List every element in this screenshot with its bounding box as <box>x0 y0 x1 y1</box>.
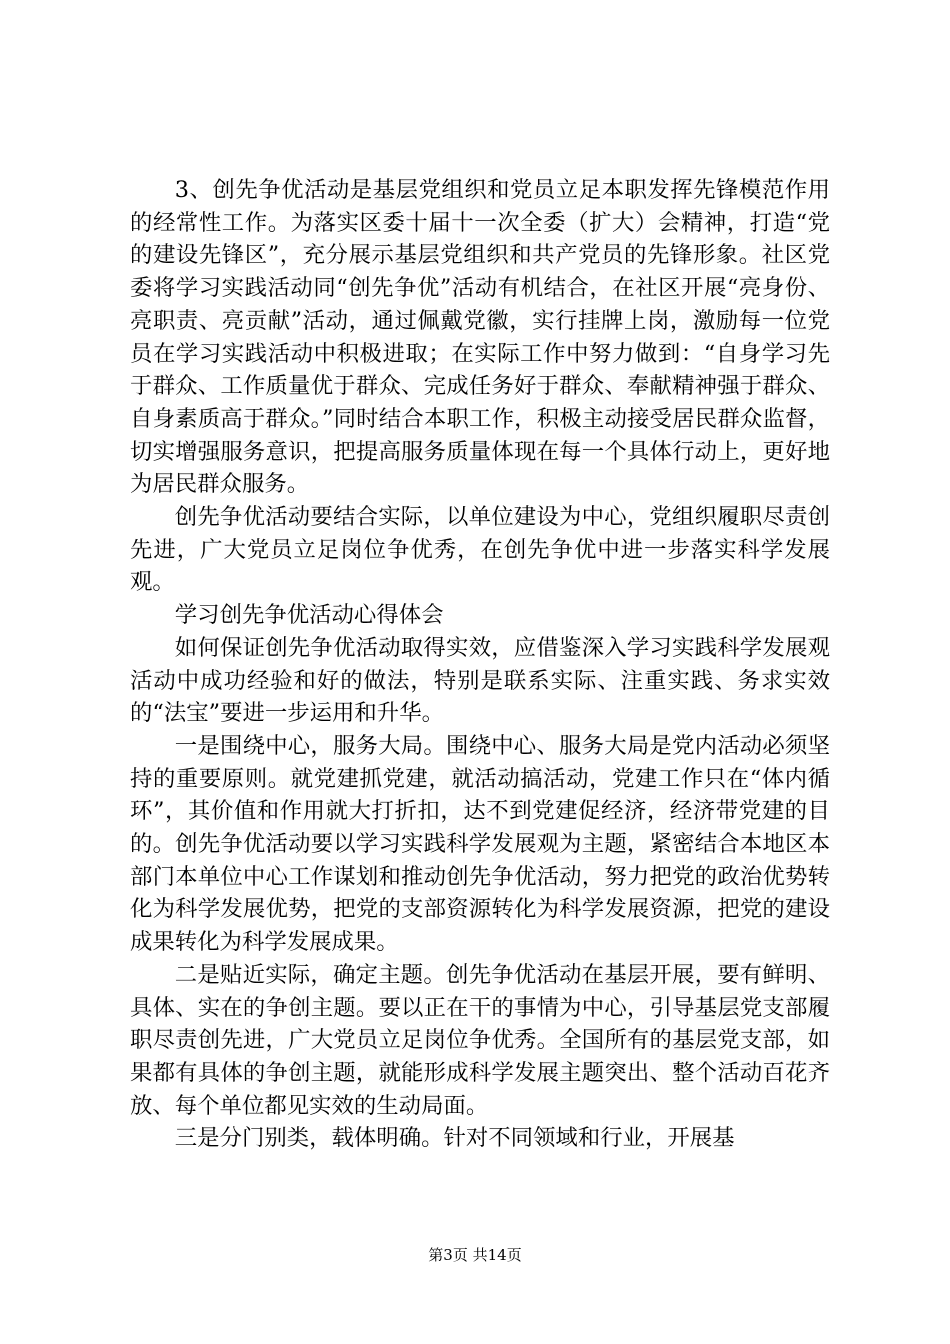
page-footer <box>0 1245 950 1265</box>
page-number: 第3页 共14页 <box>428 1246 522 1264</box>
section-heading: 学习创先争优活动心得体会 <box>174 602 444 629</box>
document-body <box>130 174 830 1155</box>
paragraph-point-two: 二是贴近实际，确定主题。创先争优活动在基层开展，要有鲜明、具体、实在的争创主题。要以正在干的事情为中心，引导基层党支部履职尽责创先进，广大党员立足岗位争优秀。全国所有的基层党支部，如果都有具体的争创主题，就能形成科学发展主题突出、整个活动百花齐放、每个单位都见实效的生动局面。 <box>130 961 830 1119</box>
paragraph-point-one: 一是围绕中心，服务大局。围绕中心、服务大局是党内活动必须坚持的重要原则。就党建抓党建，就活动搞活动，党建工作只在“体内循环”，其价值和作用就大打折扣，达不到党建促经济，经济带党建的目的。创先争优活动要以学习实践科学发展观为主题，紧密结合本地区本部门本单位中心工作谋划和推动创先争优活动，努力把党的政治优势转化为科学发展优势，把党的支部资源转化为科学发展资源，把党的建设成果转化为科学发展成果。 <box>130 732 830 956</box>
paragraph-intro: 如何保证创先争优活动取得实效，应借鉴深入学习实践科学发展观活动中成功经验和好的做法，特别是联系实际、注重实践、务求实效的“法宝”要进一步运用和升华。 <box>130 634 830 727</box>
paragraph-point-three: 三是分门别类，载体明确。针对不同领域和行业，开展基 <box>174 1125 735 1152</box>
paragraph-activity-summary: 创先争优活动要结合实际，以单位建设为中心，党组织履职尽责创先进，广大党员立足岗位争优秀，在创先争优中进一步落实科学发展观。 <box>130 504 830 596</box>
paragraph-creating-excellence-item-3: 3、创先争优活动是基层党组织和党员立足本职发挥先锋模范作用的经常性工作。为落实区委十届十一次全委（扩大）会精神，打造“党的建设先锋区”，充分展示基层党组织和共产党员的先锋形象。社区党委将学习实践活动同“创先争优”活动有机结合，在社区开展“亮身份、亮职责、亮贡献”活动，通过佩戴党徽，实行挂牌上岗，激励每一位党员在学习实践活动中积极进取；在实际工作中努力做到：“自身学习先于群众、工作质量优于群众、完成任务好于群众、奉献精神强于群众、自身素质高于群众。”同时结合本职工作，积极主动接受居民群众监督，切实增强服务意识，把提高服务质量体现在每一个具体行动上，更好地为居民群众服务。 <box>130 177 830 498</box>
